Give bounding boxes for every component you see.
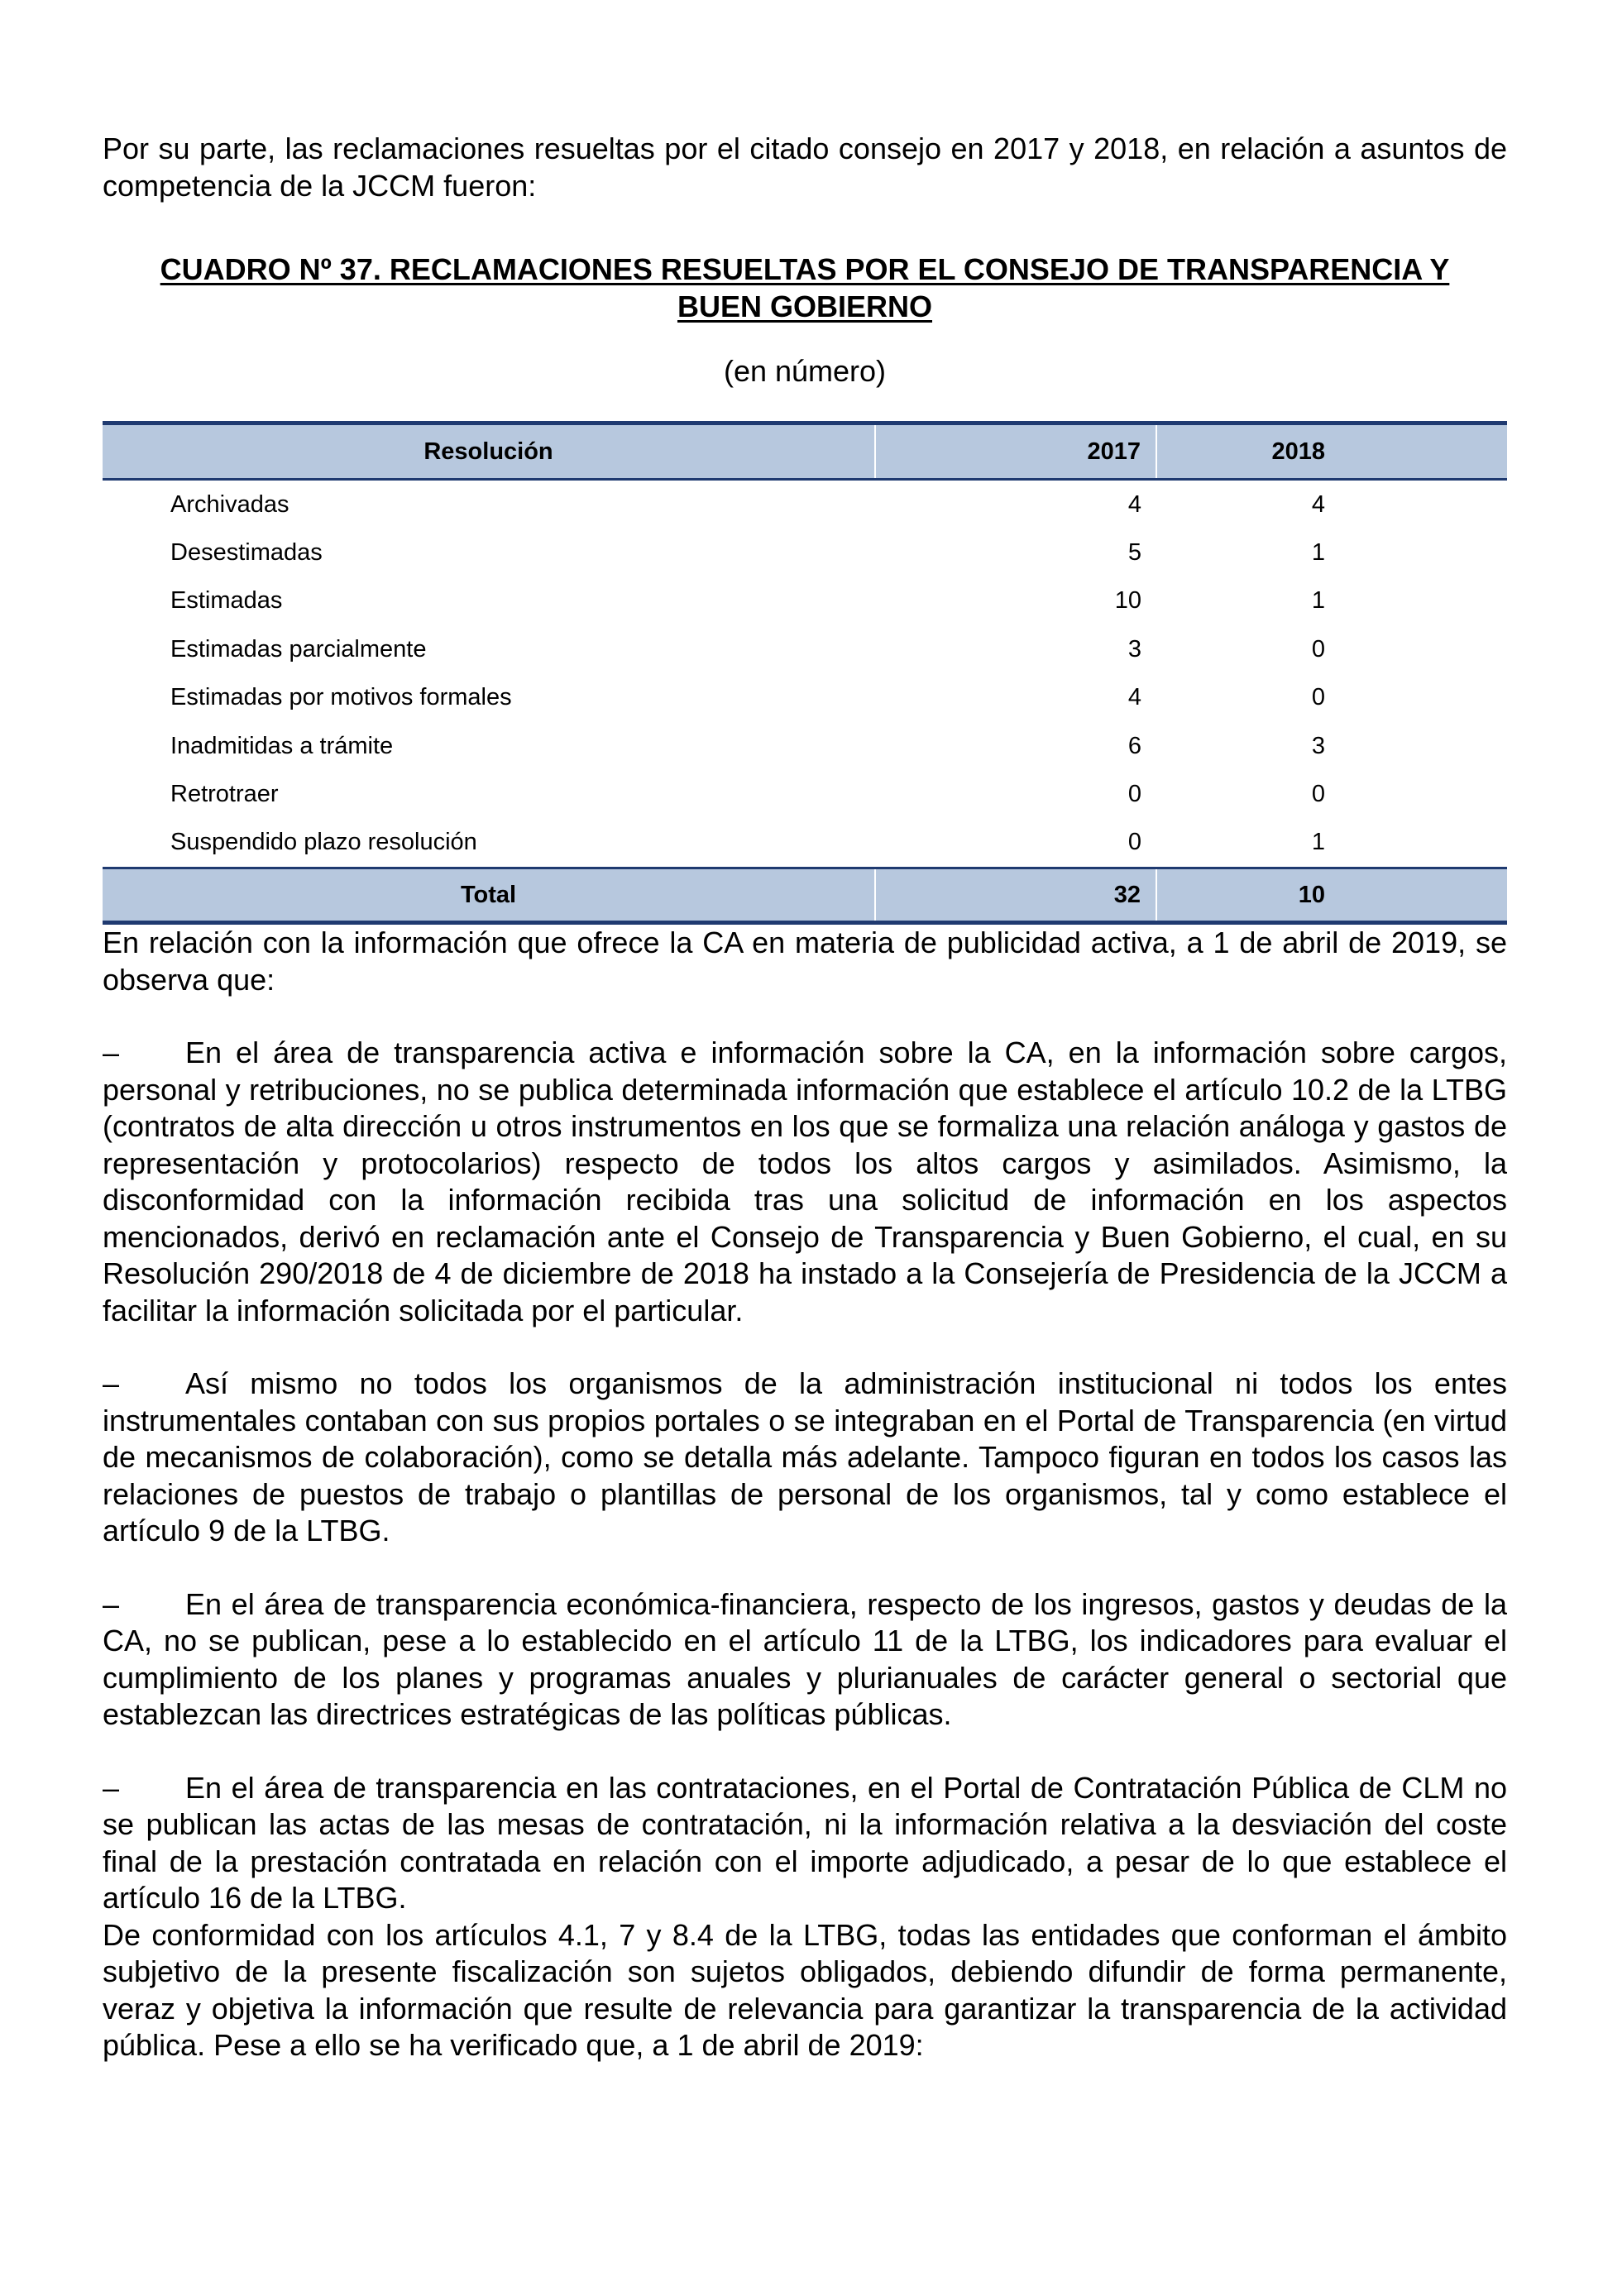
table-total-row (103, 868, 1507, 923)
row-value-2018: 3 (1311, 732, 1325, 759)
total-value-2018: 10 (1156, 868, 1507, 923)
intro-paragraph: Por su parte, las reclamaciones resueltas por el citado consejo en 2017 y 2018, en relación a asuntos de competencia de la JCCM fueron: (103, 132, 1507, 203)
bullet-text: Así mismo no todos los organismos de la administración institucional ni todos los entes instrumentales contaban con sus propios portales o se integraban en el Portal de Transparencia (en virtud de mecanismos de colaboración), como se detalla más adelante. Tampoco figuran en todos los casos las relaciones de puestos de trabajo o plantillas de personal de los organismos, tal y como establece el artículo 9 de la LTBG. (103, 1366, 1507, 1548)
bullet-text: En el área de transparencia en las contrataciones, en el Portal de Contratación Pública de CLM no se publican las actas de las mesas de contratación, ni la información relativa a la desviación del coste final de la prestación contratada en relación con el importe adjudicado, a pesar de lo que establece el artículo 16 de la LTBG. (103, 1770, 1507, 1916)
row-value-2018: 4 (1311, 490, 1325, 518)
bullet-item (103, 1035, 1507, 1329)
row-label: Desestimadas (170, 539, 323, 567)
table-row (103, 819, 1507, 868)
table-title-line1: CUADRO Nº 37. RECLAMACIONES RESUELTAS POR EL CONSEJO DE TRANSPARENCIA Y (160, 252, 1450, 286)
bullet-text: En el área de transparencia activa e información sobre la CA, en la información sobre cargos, personal y retribuciones, no se publica determinada información que establece el artículo 10.2 de la LTBG (contratos de alta dirección u otros instrumentos en los que se formaliza una relación análoga y gastos de representación y protocolarios) respecto de todos los altos cargos y asimilados. Asimismo, la disconformidad con la información recibida tras una solicitud de información en los aspectos mencionados, derivó en reclamación ante el Consejo de Transparencia y Buen Gobierno, el cual, en su Resolución 290/2018 de 4 de diciembre de 2018 ha instado a la Consejería de Presidencia de la JCCM a facilitar la información solicitada por el particular. (103, 1036, 1507, 1327)
resolutions-table (103, 421, 1507, 925)
table-title (103, 251, 1507, 325)
row-value-2018: 0 (1311, 635, 1325, 662)
table-row (103, 529, 1507, 576)
table-row (103, 722, 1507, 770)
total-value-2017: 32 (875, 868, 1156, 923)
row-label: Retrotraer (170, 781, 279, 808)
table-row (103, 625, 1507, 673)
row-value-2017: 5 (1127, 539, 1141, 567)
row-label: Estimadas (170, 587, 283, 615)
bullet-item (103, 1586, 1507, 1734)
table-header-row (103, 423, 1507, 480)
final-paragraph: De conformidad con los artículos 4.1, 7 y 8.4 de la LTBG, todas las entidades que conforman el ámbito subjetivo de la presente fiscalización son sujetos obligados, debiendo difundir de forma permanente, veraz y objetiva la información que resulte de relevancia para garantizar la transparencia de la actividad pública. Pese a ello se ha verificado que, a 1 de abril de 2019: (103, 1917, 1507, 2063)
header-2018: 2018 (1156, 423, 1507, 480)
row-value-2017: 10 (1114, 587, 1141, 615)
row-value-2018: 1 (1311, 539, 1325, 567)
dash-bullet-marker: – (103, 1036, 120, 1070)
total-label: Total (103, 868, 875, 923)
dash-bullet-marker: – (103, 1366, 120, 1401)
row-value-2018: 0 (1311, 684, 1325, 711)
row-value-2018: 0 (1311, 781, 1325, 808)
row-value-2017: 4 (1127, 684, 1141, 711)
row-value-2017: 4 (1127, 490, 1141, 518)
row-value-2017: 0 (1127, 829, 1141, 856)
bullet-item (103, 1366, 1507, 1550)
row-label: Estimadas por motivos formales (170, 684, 512, 711)
dash-bullet-marker: – (103, 1586, 120, 1621)
table-row (103, 674, 1507, 722)
table-row (103, 577, 1507, 625)
dash-bullet-marker: – (103, 1770, 120, 1805)
row-value-2017: 0 (1127, 781, 1141, 808)
row-value-2018: 1 (1311, 587, 1325, 615)
document-page (103, 131, 1507, 2064)
header-2017: 2017 (875, 423, 1156, 480)
header-resolucion: Resolución (103, 423, 875, 480)
table-title-line2: BUEN GOBIERNO (677, 289, 933, 323)
table-row (103, 480, 1507, 529)
table-subtitle: (en número) (723, 354, 887, 388)
row-value-2018: 1 (1311, 829, 1325, 856)
row-label: Inadmitidas a trámite (170, 732, 394, 759)
row-value-2017: 6 (1127, 732, 1141, 759)
row-value-2017: 3 (1127, 635, 1141, 662)
row-label: Archivadas (170, 490, 289, 518)
paragraph-after-table: En relación con la información que ofrece la CA en materia de publicidad activa, a 1 de abril de 2019, se observa que: (103, 926, 1507, 997)
row-label: Estimadas parcialmente (170, 635, 427, 662)
bullet-item (103, 1770, 1507, 1917)
bullet-text: En el área de transparencia económica-financiera, respecto de los ingresos, gastos y deudas de la CA, no se publican, pese a lo establecido en el artículo 11 de la LTBG, los indicadores para evaluar el cumplimiento de los planes y programas anuales y plurianuales de carácter general o sectorial que establezcan las directrices estratégicas de las políticas públicas. (103, 1586, 1507, 1732)
table-row (103, 770, 1507, 818)
row-label: Suspendido plazo resolución (170, 829, 477, 856)
